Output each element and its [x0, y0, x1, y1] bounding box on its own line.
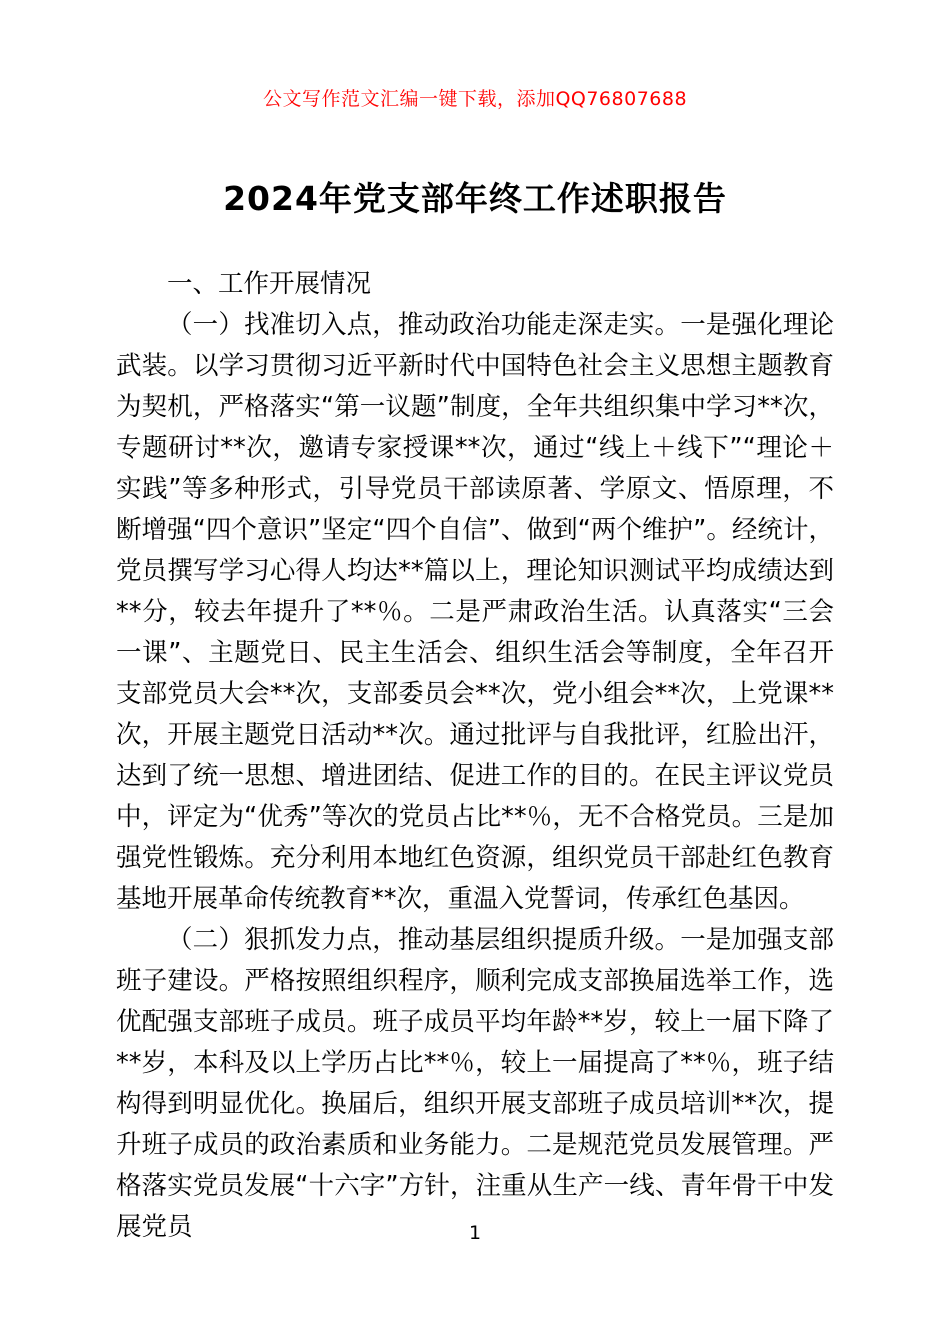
paragraph-two: （二）狠抓发力点，推动基层组织提质升级。一是加强支部班子建设。严格按照组织程序，顺利完成支部换届选举工作，选优配强支部班子成员。班子成员平均年龄**岁，较上一届下降了**岁，本科及以上学历占比**％，较上一届提高了**％，班子结构得到明显优化。换届后，组织开展支部班子成员培训**次，提升班子成员的政治素质和业务能力。二是规范党员发展管理。严格落实党员发展“十六字”方针，注重从生产一线、青年骨干中发展党员 [116, 925, 834, 1242]
watermark-text: 公文写作范文汇编一键下载，添加QQ76807688 [262, 88, 688, 110]
page-number: 1 [468, 1222, 482, 1244]
section-heading-paragraph: 一、工作开展情况 [167, 269, 372, 299]
page-title: 2024年党支部年终工作述职报告 [223, 179, 727, 218]
document-body [116, 264, 834, 1248]
paragraph-one: （一）找准切入点，推动政治功能走深走实。一是强化理论武装。以学习贯彻习近平新时代中国特色社会主义思想主题教育为契机，严格落实“第一议题”制度，全年共组织集中学习**次，专题研讨**次，邀请专家授课**次，通过“线上＋线下”“理论＋实践”等多种形式，引导党员干部读原著、学原文、悟原理，不断增强“四个意识”坚定“四个自信”、做到“两个维护”。经统计，党员撰写学习心得人均达**篇以上，理论知识测试平均成绩达到**分，较去年提升了**％。二是严肃政治生活。认真落实“三会一课”、主题党日、民主生活会、组织生活会等制度，全年召开支部党员大会**次，支部委员会**次，党小组会**次，上党课**次，开展主题党日活动**次。通过批评与自我批评，红脸出汗，达到了统一思想、增进团结、促进工作的目的。在民主评议党员中，评定为“优秀”等次的党员占比**％，无不合格党员。三是加强党性锻炼。充分利用本地红色资源，组织党员干部赴红色教育基地开展革命传统教育**次，重温入党誓词，传承红色基因。 [116, 310, 834, 914]
